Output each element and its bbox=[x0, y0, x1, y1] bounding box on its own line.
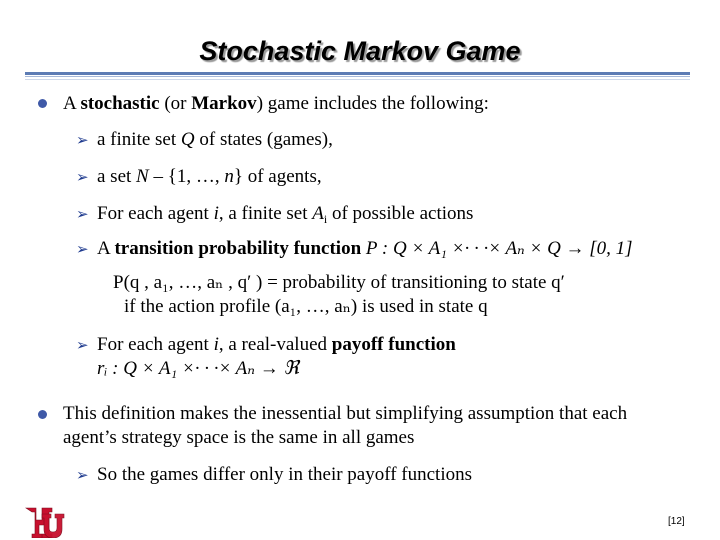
bullet-item: A stochastic (or Markov) game includes the following: bbox=[63, 93, 489, 114]
title-divider-thin bbox=[25, 76, 690, 77]
formula: P : Q × A₁ ×· · ·× Aₙ × Q → [0, 1] bbox=[365, 238, 633, 259]
title-divider bbox=[25, 72, 690, 75]
bullet-item-continued: agent’s strategy space is the same in all games bbox=[63, 427, 415, 448]
formula-line: rᵢ : Q × A₁ ×· · ·× Aₙ → ℜ bbox=[97, 358, 299, 379]
bullet-dot-icon bbox=[38, 99, 47, 108]
uh-logo-icon bbox=[24, 506, 68, 538]
arrow-bullet-icon: ➢ bbox=[76, 466, 89, 484]
sub-bullet-item: a set N – {1, …, n} of agents, bbox=[97, 166, 322, 187]
bold-term: stochastic bbox=[80, 93, 160, 114]
formula-line: P(q , a₁, …, aₙ , q′ ) = probability of transitioning to state q′ bbox=[113, 272, 565, 293]
arrow-bullet-icon: ➢ bbox=[76, 131, 89, 149]
sub-bullet-item: A transition probability function P : Q × A₁ ×· · ·× Aₙ × Q → [0, 1] bbox=[97, 238, 633, 259]
bold-term: transition probability function bbox=[114, 238, 362, 259]
bullet-dot-icon bbox=[38, 410, 47, 419]
arrow-bullet-icon: ➢ bbox=[76, 336, 89, 354]
arrow-bullet-icon: ➢ bbox=[76, 240, 89, 258]
sub-bullet-item: For each agent i, a real-valued payoff function bbox=[97, 334, 456, 355]
sub-bullet-item: So the games differ only in their payoff functions bbox=[97, 464, 472, 485]
sub-bullet-item: For each agent i, a finite set $A_i$ of possible actions bbox=[97, 203, 474, 226]
page-number: [12] bbox=[668, 516, 685, 527]
bold-term: payoff function bbox=[331, 334, 456, 355]
slide-title: Stochastic Markov Game bbox=[199, 36, 521, 66]
bullet-item: This definition makes the inessential but simplifying assumption that each bbox=[63, 403, 628, 424]
sub-bullet-item: a finite set Q of states (games), bbox=[97, 129, 333, 150]
arrow-bullet-icon: ➢ bbox=[76, 205, 89, 223]
formula-line: if the action profile (a₁, …, aₙ) is used in state q bbox=[124, 296, 488, 317]
arrow-bullet-icon: ➢ bbox=[76, 168, 89, 186]
bold-term: Markov bbox=[191, 93, 257, 114]
title-divider-faint bbox=[25, 79, 690, 80]
